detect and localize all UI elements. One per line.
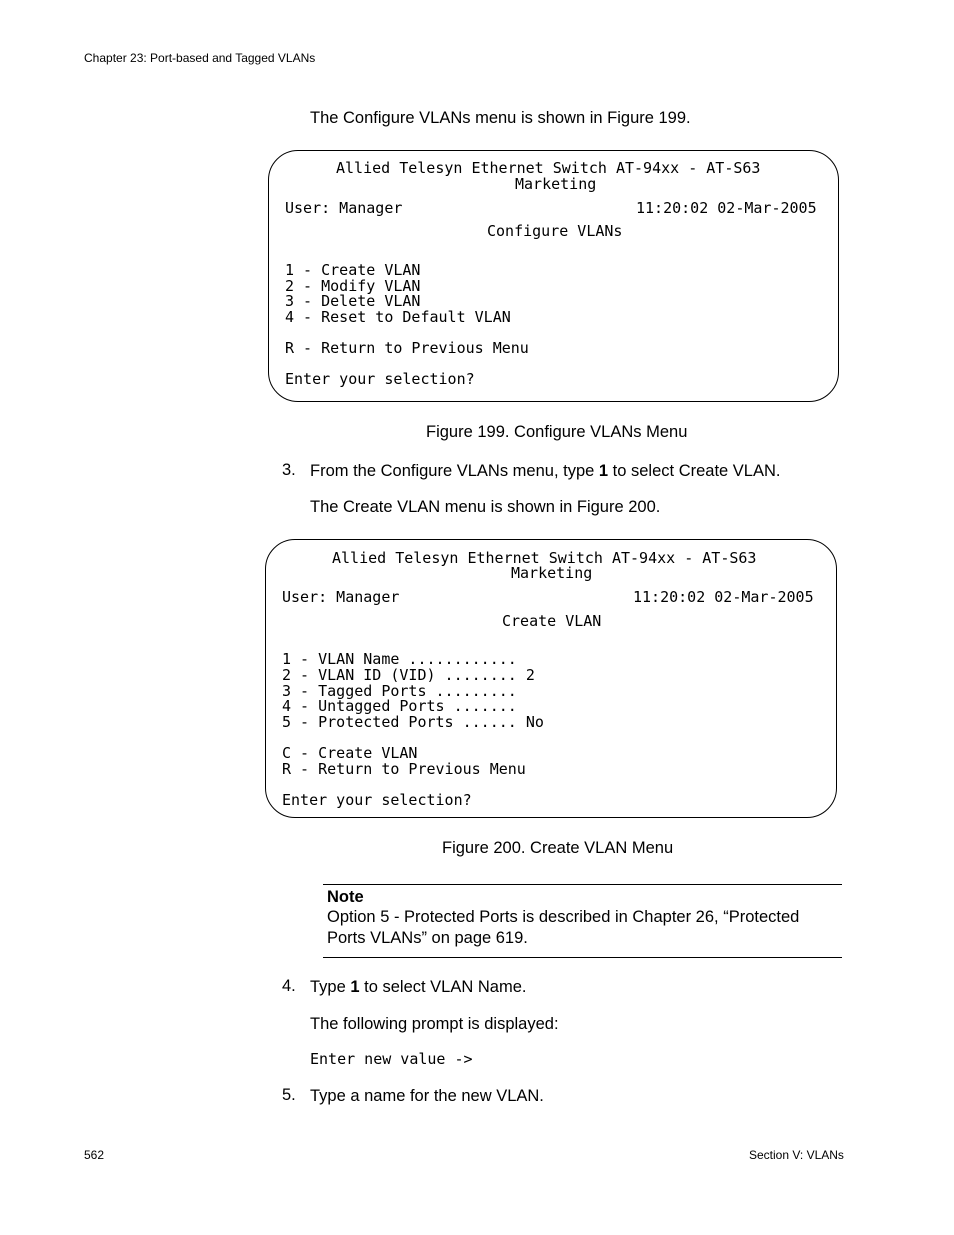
terminal-subtitle: Marketing [511,564,593,582]
terminal-prompt: Enter your selection? [285,370,475,388]
note-line-1: Option 5 - Protected Ports is described in Chapter 26, “Protected [327,908,800,926]
menu-option: 2 - VLAN ID (VID) ........ 2 [282,666,535,684]
terminal-title: Allied Telesyn Ethernet Switch AT-94xx - AT-S63 [332,549,757,567]
page-number: 562 [84,1148,105,1162]
section-footer: Section V: VLANs [749,1148,844,1162]
terminal-title: Allied Telesyn Ethernet Switch AT-94xx - AT-S63 [336,159,761,177]
menu-option: 2 - Modify VLAN [285,277,421,295]
step-4-pre: Type [310,978,351,996]
terminal-prompt: Enter your selection? [282,791,472,809]
step-4-number: 4. [282,977,296,995]
note-heading: Note [327,888,364,906]
menu-option: 4 - Reset to Default VLAN [285,308,511,326]
step-4-text [310,977,526,997]
note-top-rule [323,884,842,885]
menu-option: 1 - VLAN Name ............ [282,650,517,668]
step-3-pre: From the Configure VLANs menu, type [310,462,599,480]
terminal-timestamp: 11:20:02 02-Mar-2005 [633,588,814,606]
menu-option: 5 - Protected Ports ...... No [282,713,544,731]
menu-option: 4 - Untagged Ports ....... [282,697,517,715]
figure-200-caption: Figure 200. Create VLAN Menu [442,839,674,857]
terminal-subtitle: Marketing [515,175,597,193]
intro-paragraph: The Configure VLANs menu is shown in Figure 199. [310,109,691,127]
step-3-number: 3. [282,461,296,479]
menu-option: R - Return to Previous Menu [285,339,529,357]
create-vlan-terminal [265,539,837,818]
terminal-user: User: Manager [285,199,403,217]
chapter-header: Chapter 23: Port-based and Tagged VLANs [84,51,316,65]
menu-option: 1 - Create VLAN [285,261,421,279]
step-4-subtext: The following prompt is displayed: [310,1015,559,1033]
step-3-text [310,461,781,481]
menu-option: 3 - Delete VLAN [285,292,421,310]
terminal-timestamp: 11:20:02 02-Mar-2005 [636,199,817,217]
step-5-number: 5. [282,1086,296,1104]
note-line-2: Ports VLANs” on page 619. [327,929,528,947]
configure-vlans-terminal [268,150,839,402]
terminal-user: User: Manager [282,588,400,606]
menu-option: R - Return to Previous Menu [282,760,526,778]
figure-199-caption: Figure 199. Configure VLANs Menu [426,423,688,441]
step-4-bold: 1 [350,978,360,996]
step-5-text: Type a name for the new VLAN. [310,1087,544,1105]
step-3-post: to select Create VLAN. [608,462,781,480]
note-bottom-rule [323,957,842,958]
step-4-post: to select VLAN Name. [359,978,527,996]
menu-option: 3 - Tagged Ports ......... [282,682,517,700]
terminal-menu-title: Create VLAN [502,612,602,630]
menu-option: C - Create VLAN [282,744,418,762]
terminal-menu-title: Configure VLANs [487,222,623,240]
step-3-subtext: The Create VLAN menu is shown in Figure 200. [310,498,661,516]
step-3-bold: 1 [598,462,609,480]
step-4-code: Enter new value -> [310,1050,473,1068]
